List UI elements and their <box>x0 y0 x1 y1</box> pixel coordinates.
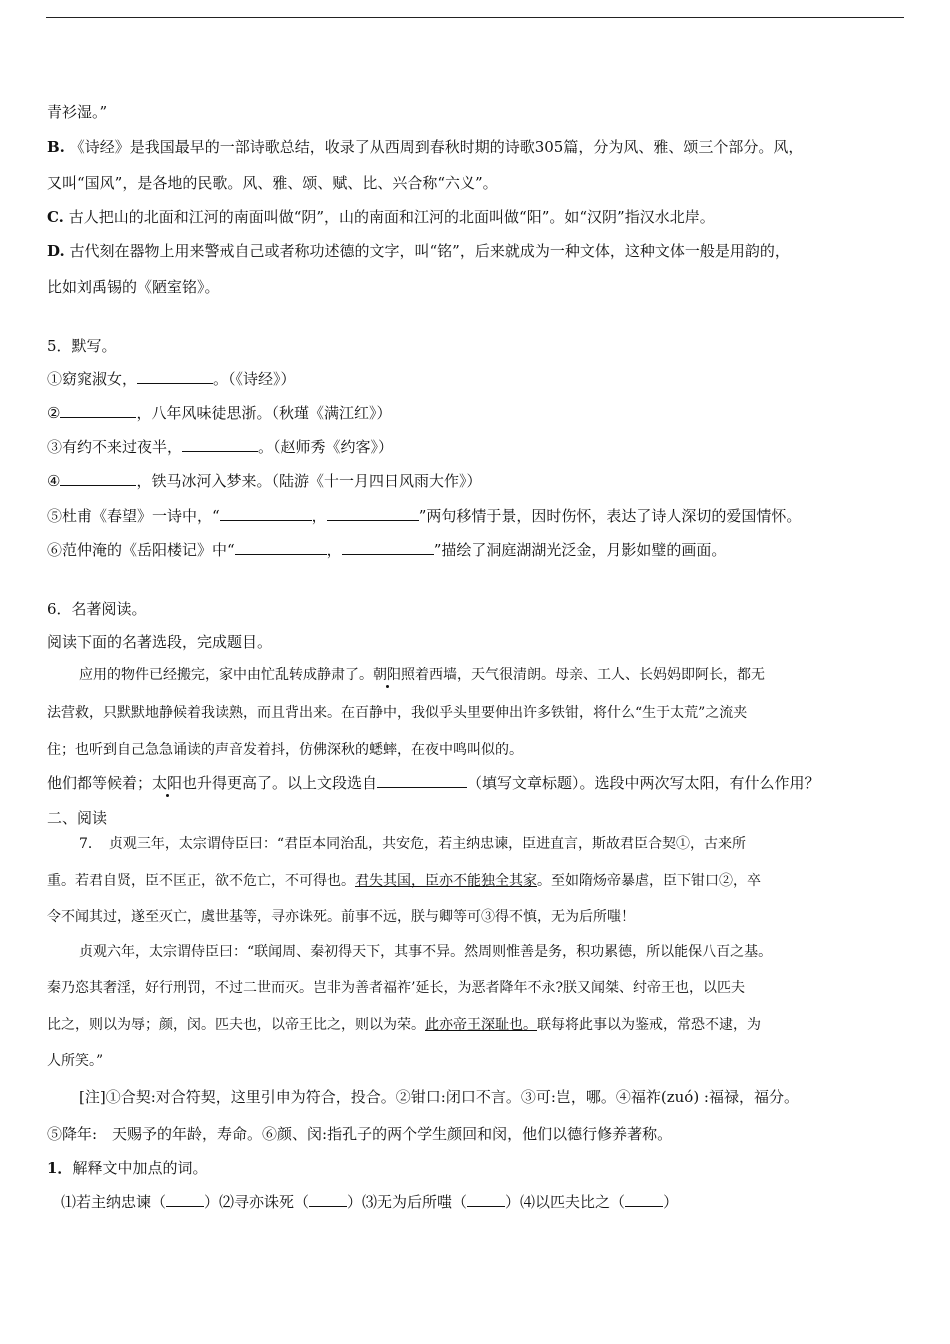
line-text: （填写文章标题）。选段中两次写太阳，有什么作用？ <box>467 774 820 792</box>
line-text: 比之，则以为辱；颜，闵。匹夫也，以帝王比之，则以为荣。 <box>47 1017 425 1033</box>
annotation-line <box>47 1124 907 1144</box>
option-text: 《诗经》是我国最早的一部诗歌总结，收录了从西周到春秋时期的诗歌305篇，分为风、雅、颂三个部分。风， <box>69 138 804 156</box>
line-text: ， <box>326 541 342 559</box>
dotted-word: 朝阳 <box>373 667 401 683</box>
question-5-title <box>47 336 907 356</box>
text-line <box>47 102 907 122</box>
text-line <box>47 277 907 297</box>
line-text: 住；也听到自己急急诵读的声音发着抖，仿佛深秋的蟋蟀，在夜中鸣叫似的。 <box>47 742 523 758</box>
question-number: 1． <box>47 1159 73 1177</box>
option-label: D. <box>47 242 65 260</box>
text-line <box>47 173 907 193</box>
line-text: 也升得更高了。以上文段选自 <box>182 774 378 792</box>
dotted-word: 太阳 <box>152 774 183 792</box>
excerpt-line <box>79 665 939 685</box>
excerpt-line <box>47 703 907 723</box>
passage-line <box>47 907 907 927</box>
answer-blank[interactable] <box>467 1192 505 1207</box>
excerpt-line <box>47 773 907 793</box>
line-text: 7． 贞观三年，太宗谓侍臣曰：“君臣本同治乱，共安危，若主纳忠谏，臣进直言，斯故君臣合契①，古来所 <box>79 836 747 852</box>
option-c <box>47 207 907 227</box>
option-label: B. <box>47 138 65 156</box>
line-text: ⑴若主纳忠谏（ <box>61 1193 167 1211</box>
answer-blank[interactable] <box>377 773 467 788</box>
line-text: 令不闻其过，遂至灭亡，虞世基等，寻亦诛死。前事不远，朕与卿等可③得不慎，无为后所嗤！ <box>47 909 635 925</box>
excerpt-line <box>47 740 907 760</box>
line-text: ，铁马冰河入梦来。（陆游《十一月四日风雨大作》） <box>136 472 482 490</box>
question-6-title <box>47 599 907 619</box>
passage-line <box>79 834 939 854</box>
line-text: 贞观六年，太宗谓侍臣曰：“联闻周、秦初得天下，其事不异。然周则惟善是务，积功累德，所以能保八百之基。 <box>79 944 773 960</box>
answer-blank[interactable] <box>60 471 136 486</box>
line-text: ，八年风味徒思浙。（秋瑾《满江红》） <box>136 404 392 422</box>
question-5-item <box>47 403 907 423</box>
line-text: 比如刘禹锡的《陋室铭》。 <box>47 278 220 296</box>
question-5-item <box>47 506 907 526</box>
line-text: 照着西墙，天气很清朗。母亲、工人、长妈妈即阿长，都无 <box>401 667 765 683</box>
line-text: ） <box>663 1193 679 1211</box>
text-line <box>47 632 907 652</box>
line-text: [注]①合契:对合符契，这里引申为符合，投合。②钳口:闭口不言。③可:岂，哪。④福祚(zuó) :福禄，福分。 <box>79 1088 799 1106</box>
line-text: ③有约不来过夜半， <box>47 438 183 456</box>
line-text: 应用的物件已经搬完，家中由忙乱转成静肃了。 <box>79 667 373 683</box>
line-text: 5．默写。 <box>47 337 117 355</box>
line-text: ）⑷以匹夫比之（ <box>505 1193 626 1211</box>
option-text: 古代刻在器物上用来警戒自己或者称功述德的文字，叫“铭”，后来就成为一种文体，这种文体一般是用韵的， <box>69 242 790 260</box>
line-text: 青衫湿。” <box>47 103 108 121</box>
answer-blank[interactable] <box>342 540 434 555</box>
line-text: ， <box>311 507 327 525</box>
answer-blank[interactable] <box>60 403 136 418</box>
answer-blank[interactable] <box>137 369 213 384</box>
answer-blank[interactable] <box>166 1192 204 1207</box>
option-label: C. <box>47 208 64 226</box>
line-text: 人所笑。” <box>47 1053 104 1069</box>
answer-blank[interactable] <box>625 1192 663 1207</box>
option-b <box>47 137 907 157</box>
header-rule <box>46 17 904 18</box>
passage-line <box>47 1015 907 1035</box>
line-text: 6．名著阅读。 <box>47 600 147 618</box>
line-text: ）⑶无为后所嗤（ <box>347 1193 468 1211</box>
option-text: 古人把山的北面和江河的南面叫做“阴”，山的南面和江河的北面叫做“阳”。如“汉阴”指汉水北岸。 <box>68 208 715 226</box>
option-d <box>47 241 907 261</box>
line-text: ⑥范仲淹的《岳阳楼记》中“ <box>47 541 235 559</box>
passage-line <box>47 978 907 998</box>
line-text: 二、阅读 <box>47 809 108 827</box>
line-text: 。（赵师秀《约客》） <box>258 438 394 456</box>
passage-line <box>47 871 907 891</box>
line-text: 。（《诗经》） <box>213 370 296 388</box>
line-text: 联每将此事以为鉴戒，常恐不逮，为 <box>537 1017 761 1033</box>
question-5-item <box>47 540 907 560</box>
answer-blank[interactable] <box>235 540 327 555</box>
line-text: 。至如隋炀帝暴虐，臣下钳口②，卒 <box>537 873 761 889</box>
question-5-item <box>47 437 907 457</box>
sub-question-1 <box>47 1158 907 1178</box>
line-text: ⑤降年: 天赐予的年龄，寿命。⑥颜、闵:指孔子的两个学生颜回和闵，他们以德行修养著称。 <box>47 1125 673 1143</box>
answer-blank[interactable] <box>309 1192 347 1207</box>
line-text: 阅读下面的名著选段，完成题目。 <box>47 633 273 651</box>
line-text: ）⑵寻亦诛死（ <box>204 1193 310 1211</box>
underlined-sentence: 君失其国，臣亦不能独全其家 <box>355 873 537 889</box>
annotation-line <box>79 1087 939 1107</box>
passage-line <box>47 1051 907 1071</box>
line-text: ⑤杜甫《春望》一诗中，“ <box>47 507 220 525</box>
line-text: ”两句移情于景，因时伤怀，表达了诗人深切的爱国情怀。 <box>418 507 802 525</box>
question-5-item <box>47 369 907 389</box>
answer-blank[interactable] <box>220 506 312 521</box>
answer-blank[interactable] <box>327 506 419 521</box>
passage-line <box>79 942 939 962</box>
line-text: 法营救，只默默地静候着我读熟，而且背出来。在百静中，我似乎头里要伸出许多铁钳，将什么“生于太荒”之流夹 <box>47 705 748 721</box>
line-text: ①窈窕淑女， <box>47 370 138 388</box>
answer-blank[interactable] <box>182 437 258 452</box>
line-text: 他们都等候着； <box>47 774 153 792</box>
line-text: 又叫“国风”，是各地的民歌。风、雅、颂、赋、比、兴合称“六义”。 <box>47 174 498 192</box>
line-text: ”描绘了洞庭湖湖光泛金，月影如璧的画面。 <box>433 541 727 559</box>
line-text: ④ <box>47 472 61 490</box>
line-text: 解释文中加点的词。 <box>72 1159 208 1177</box>
line-text: 重。若君自贤，臣不匡正，欲不危亡，不可得也。 <box>47 873 355 889</box>
sub-question-items <box>61 1192 921 1212</box>
section-2-title <box>47 808 907 828</box>
question-5-item <box>47 471 907 491</box>
line-text: ② <box>47 404 61 422</box>
line-text: 秦乃恣其奢淫，好行刑罚，不过二世而灭。岂非为善者福祚’延长，为恶者降年不永?朕又闻桀、纣帝王也，以匹夫 <box>47 980 745 996</box>
underlined-sentence: 此亦帝王深耻也。 <box>425 1017 537 1033</box>
